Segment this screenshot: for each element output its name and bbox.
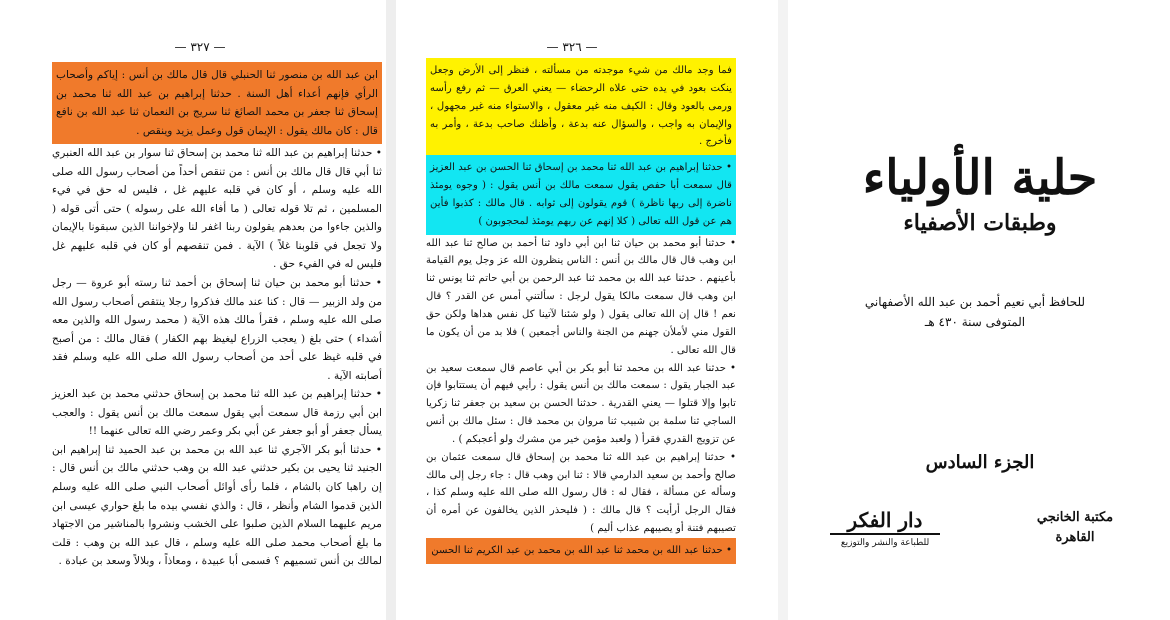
author-line: للحافظ أبي نعيم أحمد بن عبد الله الأصفهاني <box>864 295 1086 309</box>
paragraph: • حدثنا إبراهيم بن عبد الله ثنا محمد بن إسحاق قال سمعت عثمان بن صالح وأحمد بن سعيد الدارمي قالا : ثنا ابن وهب قال : جاء رجل إلى مالك وسأله عن مسألة ، فقال له : قال رسول الله صلى الله عليه وسلم كذا ، فقال الرجل أرأيت ؟ قال مالك : ( فليحذر الذين يخالفون عن أمره أن تصيبهم فتنة أو يصيبهم عذاب أليم ) <box>426 451 736 535</box>
book-title-block <box>830 150 1130 236</box>
volume-block <box>870 452 1090 473</box>
title-page <box>790 0 1170 620</box>
logo-subtitle: للطباعة والنشر والتوزيع <box>840 538 930 548</box>
text-column <box>426 58 736 564</box>
highlighted-passage-orange: • حدثنا عبد الله بن محمد ثنا عبد الله بن محمد بن عبد الكريم ثنا الحسن <box>426 538 736 564</box>
volume-label: الجزء السادس <box>925 452 1035 473</box>
paragraph: • حدثنا إبراهيم بن عبد الله ثنا محمد بن إسحاق ثنا سوار بن عبد الله العنبري ثنا أبي قال قال مالك بن أنس : من تنقص أحداً من أصحاب رسول الله صلى الله عليه وسلم ، أو كان في قلبه عليهم غل ، فليس له حق في فيء المسلمين ، ثم تلا قوله تعالى ( ما أفاء الله على رسوله ) حتى أتى قوله ( والذين جاءوا من بعدهم يقولون ربنا اغفر لنا ولإخواننا الذين سبقونا بالإيمان ولا تجعل في قلوبنا غلاً ) الآية . فمن تنقصهم أو كان في قلبه عليهم غل فليس له في الفيء حق . <box>52 147 382 271</box>
publisher-name: مكتبة الخانجي <box>1036 510 1114 525</box>
paragraph: • حدثنا أبو بكر الآجري ثنا عبد الله بن محمد بن عبد الحميد ثنا إبراهيم ابن الجنيد ثنا يحيى بن بكير حدثني عبد الله بن وهب حدثني مالك بن أنس قال : إن راهبا كان بالشام ، فلما رأى أوائل أصحاب النبي صلى الله عليه وسلم الذين قدموا الشام وأنظر ، قال : والذي نفسي بيده ما بلغ حواري عيسى ابن مريم عليهما السلام الذين صلبوا على الخشب ونشروا بالمناشير من الاجتهاد ما بلغ أصحاب محمد صلى الله عليه وسلم ، قال عبد الله بن وهب : قلت لمالك بن أنس تسميهم ؟ فسمى أبا عبيدة ، ومعاذاً ، وبلالاً وسعد بن عبادة . <box>52 443 382 568</box>
paragraph: • حدثنا عبد الله بن محمد ثنا أبو بكر بن أبي عاصم قال سمعت سعيد بن عبد الجبار يقول : سمعت مالك بن أنس يقول : رأيي فيهم أن يستتابوا فإن تابوا وإلا قتلوا — يعني القدرية . حدثنا الحسن بن سعيد بن جعفر ثنا زكريا الساجي ثنا سلمة بن شبيب ثنا مروان بن محمد قال : سئل مالك بن أنس عن تزويج القدري فقرأ ( ولعبد مؤمن خير من مشرك ولو أعجبكم ) . <box>426 362 736 445</box>
publisher-block <box>1000 508 1150 548</box>
page-gutter <box>778 0 788 620</box>
publisher-city: القاهرة <box>1055 530 1095 545</box>
paragraph: • حدثنا أبو محمد بن حيان ثنا ابن أبي داود ثنا أحمد بن صالح ثنا عبد الله ابن وهب قال قال مالك بن أنس : الناس ينظرون الله عز وجل يوم القيامة بأعينهم . حدثنا عبد الله بن محمد ثنا عبد الرحمن بن أبي حاتم ثنا يونس ثنا ابن وهب قال سمعت مالكا يقول لرجل : سألتني أمس عن القدر ؟ قال نعم ! قال إن الله تعالى يقول ( ولو شئنا لآتينا كل نفس هداها ولكن حق القول مني لأملأن جهنم من الجنة والناس أجمعين ) فلا بد من أن يكون ما قال الله تعالى . <box>426 237 736 356</box>
logo-divider <box>830 533 940 535</box>
highlighted-passage-orange: ابن عبد الله بن منصور ثنا الحنبلي قال قال مالك بن أنس : إياكم وأصحاب الرأي فإنهم أعداء أهل السنة . حدثنا إبراهيم بن عبد الله ثنا محمد بن إسحاق ثنا جعفر بن محمد الصائغ ثنا سريج بن النعمان ثنا عبد الله بن نافع قال : كان مالك يقول : الإيمان قول وعمل يزيد وينقص . <box>52 62 382 144</box>
highlighted-passage-cyan: • حدثنا إبراهيم بن عبد الله ثنا محمد بن إسحاق ثنا الحسن بن عبد العزيز قال سمعت أبا حفص يقول سمعت مالك بن أنس يقول : ( وجوه يومئذ ناضرة إلى ربها ناظرة ) قوم يقولون إلى ثوابه . قال مالك : كذبوا فأين هم عن قول الله تعالى ( كلا إنهم عن ربهم يومئذ لمحجوبون ) <box>426 155 736 234</box>
paragraph: • حدثنا أبو محمد بن حيان ثنا إسحاق بن أحمد ثنا رسته أبو عروة — رجل من ولد الزبير — قال : كنا عند مالك فذكروا رجلا ينتقص أصحاب رسول الله صلى الله عليه وسلم ، فقرأ مالك هذه الآية ( محمد رسول الله والذين معه أشداء ) حتى بلغ ( يعجب الزراع ليغيظ بهم الكفار ) فقال مالك : من أصبح في قلبه غيظ على أحد من أصحاب رسول الله صلى الله عليه وسلم فقد أصابته الآية . <box>52 277 382 382</box>
book-subtitle: وطبقات الأصفياء <box>903 210 1057 236</box>
page-326 <box>392 0 790 620</box>
publisher-logo <box>800 510 970 548</box>
text-column <box>52 62 382 571</box>
logo-text: دار الفكر <box>847 508 923 532</box>
paragraph: • حدثنا إبراهيم بن عبد الله ثنا محمد بن إسحاق حدثني محمد بن عبد العزيز ابن أبي رزمة قال سمعت أبي يقول سمعت مالك بن أنس يقول : والعجب يسأل جعفر أو أبو جعفر عن أبي بكر وعمر رضي الله تعالى عنهما !! <box>52 388 382 438</box>
page-number: — ٣٢٧ — <box>174 40 226 54</box>
highlighted-passage-yellow: فما وجد مالك من شيء موجدته من مسألته ، فنظر إلى الأرض وجعل ينكت بعود في يده حتى علاه الرحضاء — يعني العرق — ثم رفع رأسه ورمى بالعود وقال : الكيف منه غير معقول ، والاستواء منه غير مجهول ، والإيمان به واجب ، والسؤال عنه بدعة ، وأظنك صاحب بدعة ، وأمر به فأخرج . <box>426 58 736 155</box>
book-title: حلية الأولياء <box>862 150 1098 206</box>
author-block <box>810 292 1140 332</box>
page-327 <box>0 0 392 620</box>
page-number: — ٣٢٦ — <box>546 40 598 54</box>
death-year-line: المتوفى سنة ٤٣٠ هـ <box>924 315 1026 329</box>
